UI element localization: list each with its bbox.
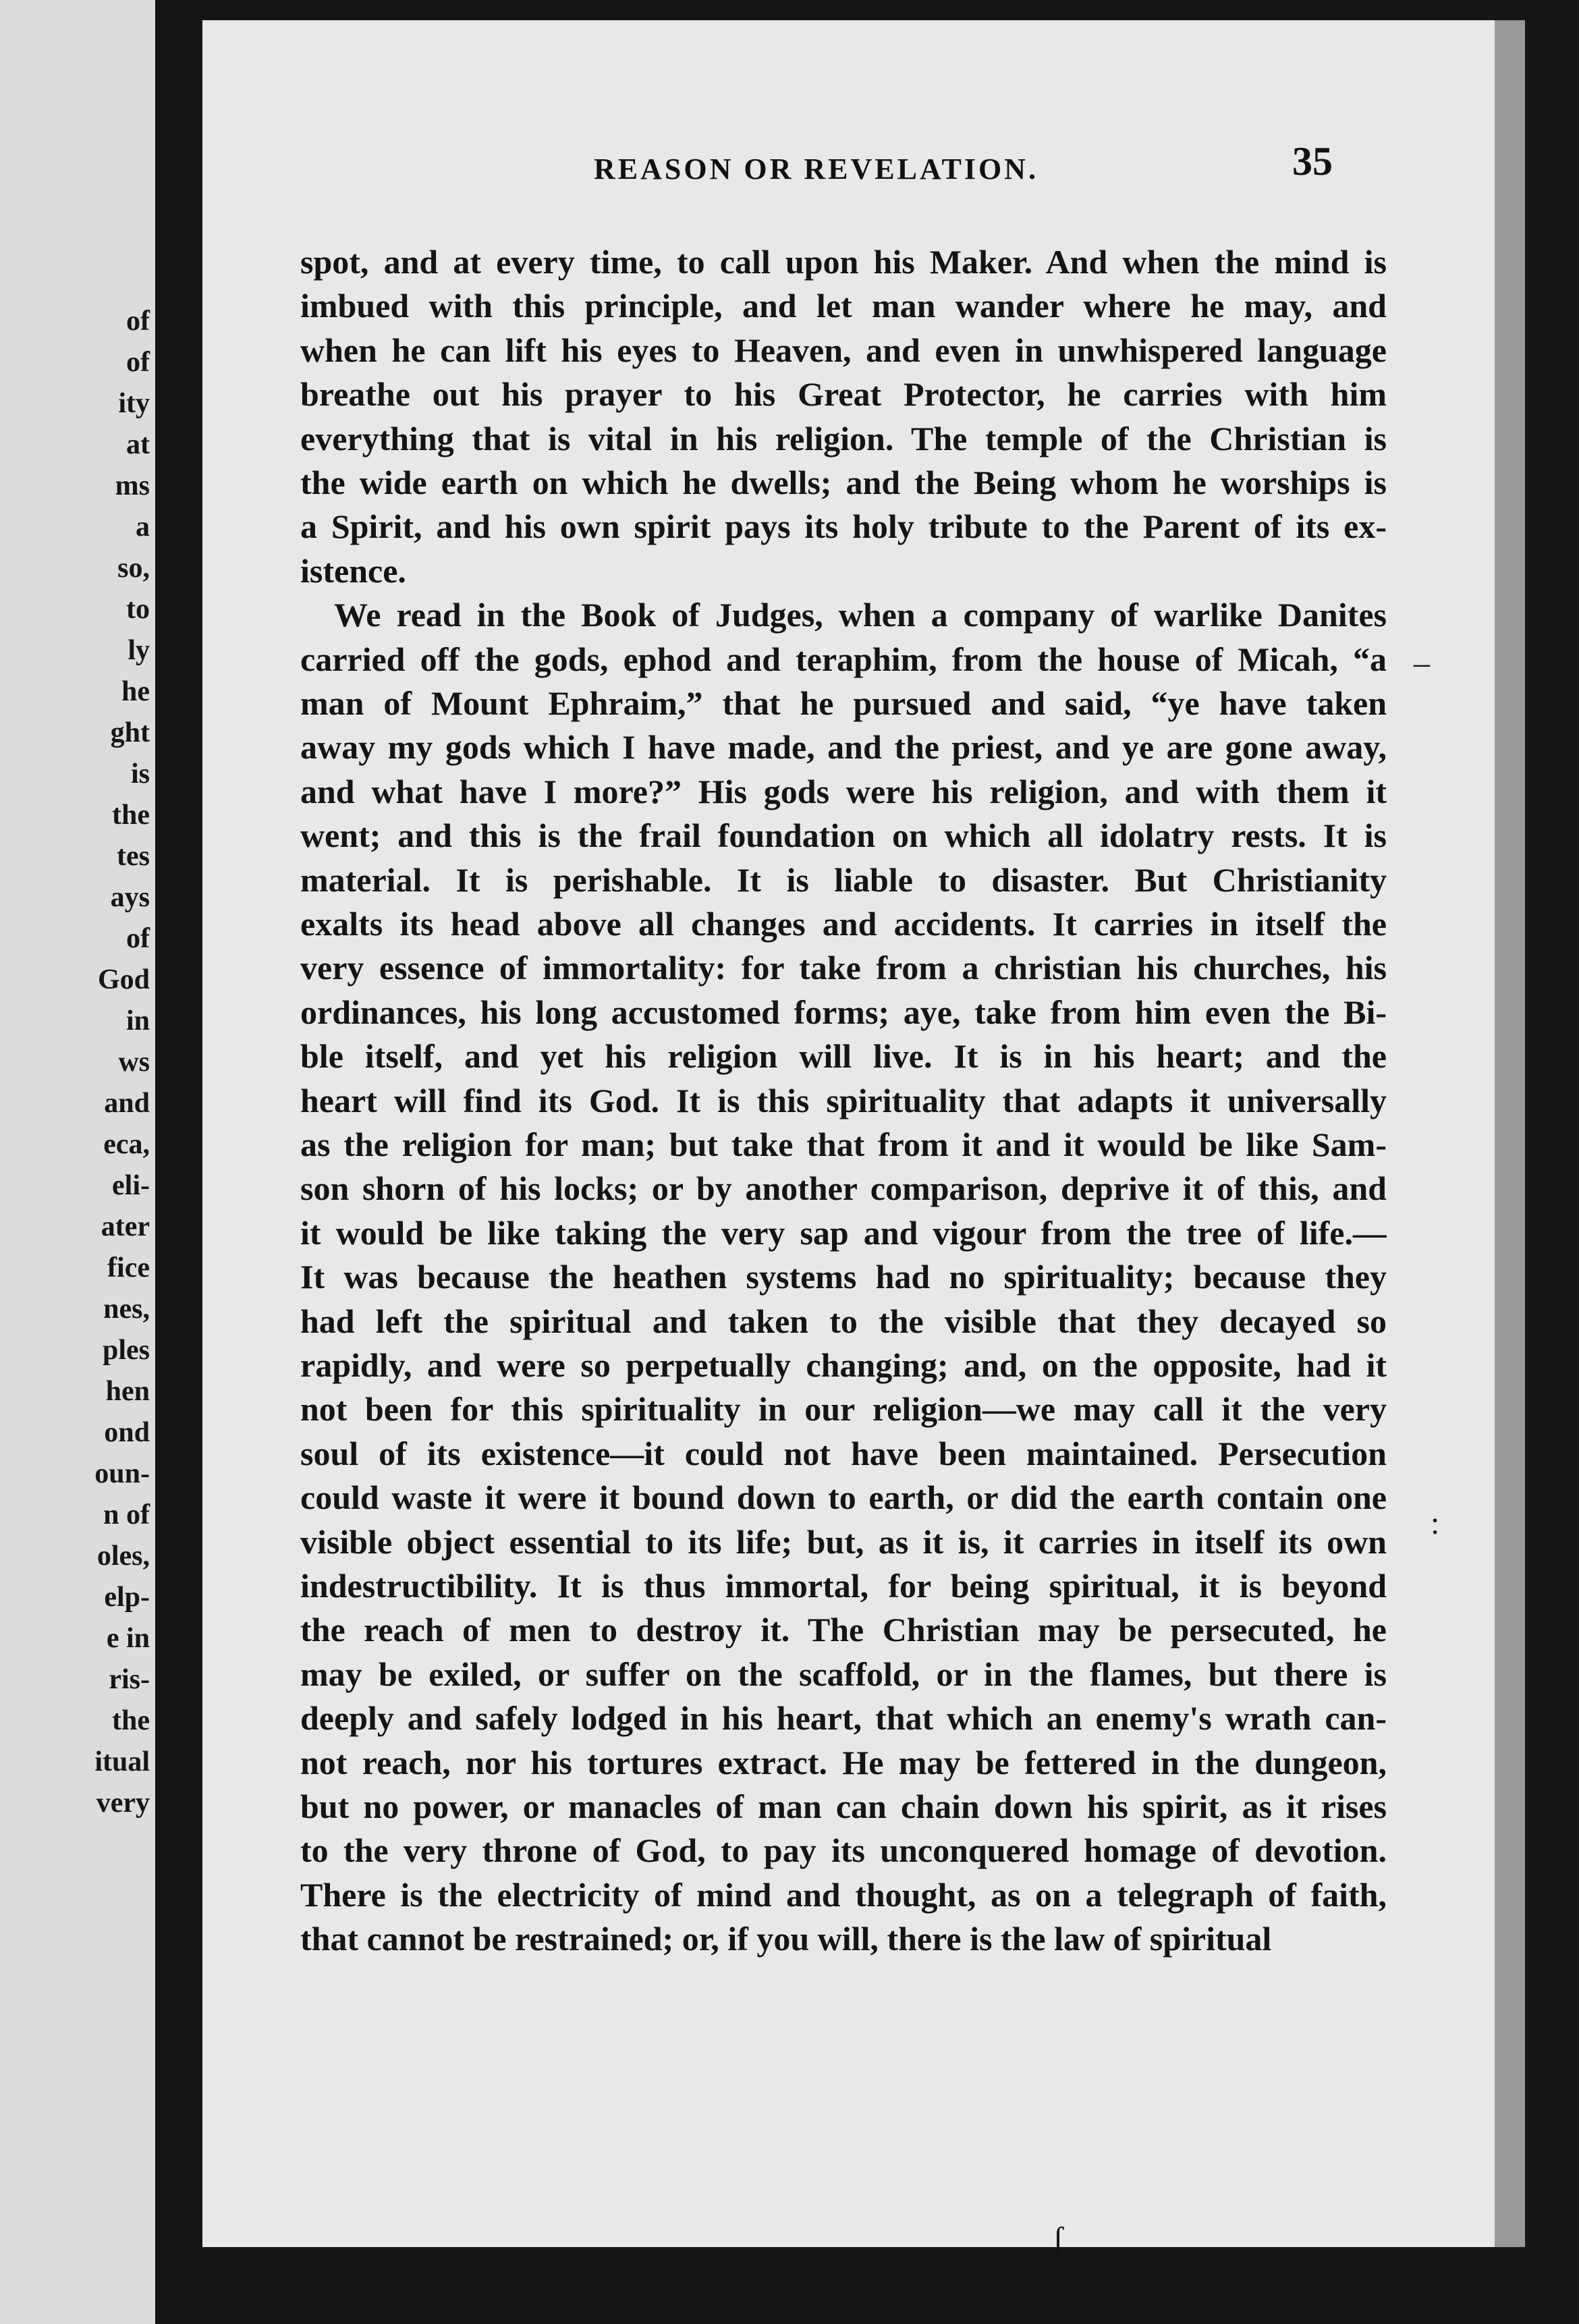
left-page-fragment: at bbox=[126, 429, 150, 460]
text-line: could waste it were it bound down to earth, or did the earth contain one bbox=[300, 1478, 1387, 1517]
left-page-fragment: tes bbox=[117, 841, 150, 872]
text-line: deeply and safely lodged in his heart, that which an enemy's wrath can- bbox=[300, 1699, 1387, 1738]
left-page-fragment: ater bbox=[101, 1211, 150, 1242]
left-page-fragment: eli- bbox=[112, 1170, 150, 1201]
left-page-fragment: ris- bbox=[109, 1664, 150, 1695]
left-page-fragment: is bbox=[130, 758, 150, 790]
left-page-fragment: oun- bbox=[94, 1458, 150, 1489]
left-page-fragment: itual bbox=[94, 1746, 150, 1777]
left-page-fragment: very bbox=[96, 1788, 150, 1819]
text-line: not been for this spirituality in our religion—we may call it the very bbox=[300, 1390, 1387, 1429]
left-page-fragment: oles, bbox=[96, 1541, 150, 1572]
text-line: as the religion for man; but take that from it and it would be like Sam- bbox=[300, 1126, 1387, 1163]
left-page-fragment: of bbox=[126, 923, 150, 954]
left-page-fragment: ms bbox=[115, 470, 150, 501]
text-line: the wide earth on which he dwells; and the Being whom he worships is bbox=[300, 464, 1387, 501]
left-page-fragment: and bbox=[104, 1088, 150, 1119]
left-page-fragment: elp- bbox=[104, 1582, 150, 1613]
text-line: ble itself, and yet his religion will live. It is in his heart; and the bbox=[300, 1037, 1387, 1076]
text-line: away my gods which I have made, and the priest, and ye are gone away, bbox=[300, 728, 1387, 767]
left-page-fragment: e in bbox=[106, 1623, 150, 1654]
left-page-fragment: ity bbox=[118, 388, 150, 419]
text-line: imbued with this principle, and let man wander where he may, and bbox=[300, 287, 1387, 325]
left-page-fragment: fice bbox=[107, 1252, 150, 1283]
text-line: istence. bbox=[300, 551, 406, 590]
text-line: very essence of immortality: for take from a christian his churches, his bbox=[300, 949, 1387, 987]
bottom-smudge-mark: ʃ bbox=[1053, 2221, 1063, 2257]
text-line: soul of its existence—it could not have been maintained. Persecution bbox=[300, 1434, 1387, 1472]
text-line: exalts its head above all changes and accidents. It carries in itself the bbox=[300, 905, 1387, 943]
page-edge-shadow bbox=[1495, 20, 1525, 2247]
left-page-fragment: of bbox=[126, 306, 150, 337]
left-page-fragment: he bbox=[121, 676, 150, 707]
text-line: not reach, nor his tortures extract. He may be fettered in the dungeon, bbox=[300, 1743, 1387, 1781]
left-page-edge bbox=[0, 0, 155, 2324]
text-line: It was because the heathen systems had no spirituality; because they bbox=[300, 1258, 1387, 1296]
left-page-fragment: a bbox=[136, 511, 150, 543]
margin-dot-mark: : bbox=[1431, 1505, 1440, 1541]
left-page-fragment: of bbox=[126, 347, 150, 378]
text-line: that cannot be restrained; or, if you will, there is the law of spiritual bbox=[300, 1920, 1272, 1958]
text-line: rapidly, and were so perpetually changing; and, on the opposite, had it bbox=[300, 1346, 1387, 1384]
text-line: may be exiled, or suffer on the scaffold, or in the flames, but there is bbox=[300, 1655, 1387, 1693]
text-line: went; and this is the frail foundation on which all idolatry rests. It is bbox=[300, 817, 1387, 855]
text-line: everything that is vital in his religion. The temple of the Christian is bbox=[300, 419, 1387, 458]
text-line: to the very throne of God, to pay its unconquered homage of devotion. bbox=[300, 1831, 1387, 1870]
left-page-fragment: ly bbox=[128, 635, 150, 666]
text-line: son shorn of his locks; or by another comparison, deprive it of this, and bbox=[300, 1169, 1387, 1208]
left-page-fragment: nes, bbox=[103, 1294, 150, 1325]
left-page-fragment: the bbox=[112, 1705, 150, 1736]
text-line: heart will find its God. It is this spirituality that adapts it universally bbox=[300, 1081, 1387, 1119]
left-page-fragment: the bbox=[112, 800, 150, 831]
text-line: it would be like taking the very sap and vigour from the tree of life.— bbox=[300, 1213, 1387, 1252]
margin-dash-mark: – bbox=[1414, 645, 1430, 681]
text-line: indestructibility. It is thus immortal, for being spiritual, it is beyond bbox=[300, 1567, 1387, 1605]
left-page-fragment: n of bbox=[103, 1499, 150, 1530]
left-page-fragment: ght bbox=[110, 717, 150, 748]
left-page-fragment: ws bbox=[118, 1047, 150, 1078]
text-line: and what have I more?” His gods were his religion, and with them it bbox=[300, 772, 1387, 810]
left-page-fragment: so, bbox=[117, 553, 150, 584]
left-page-fragment: to bbox=[126, 594, 150, 625]
left-page-fragment: ples bbox=[102, 1335, 150, 1366]
text-line: material. It is perishable. It is liable to disaster. But Christianity bbox=[300, 860, 1387, 899]
text-line: man of Mount Ephraim,” that he pursued and said, “ye have taken bbox=[300, 684, 1387, 722]
left-page-fragment: ays bbox=[110, 882, 150, 913]
left-page-fragment: ond bbox=[104, 1417, 150, 1448]
text-line: We read in the Book of Judges, when a company of warlike Danites bbox=[334, 596, 1387, 634]
text-line: There is the electricity of mind and thought, as on a telegraph of faith, bbox=[300, 1875, 1387, 1914]
text-line: spot, and at every time, to call upon his Maker. And when the mind is bbox=[300, 243, 1387, 281]
text-line: but no power, or manacles of man can chain down his spirit, as it rises bbox=[300, 1788, 1387, 1825]
text-line: carried off the gods, ephod and teraphim, from the house of Micah, “a bbox=[300, 640, 1387, 678]
text-line: had left the spiritual and taken to the visible that they decayed so bbox=[300, 1302, 1387, 1340]
page-number: 35 bbox=[1292, 139, 1333, 184]
left-page-fragment: in bbox=[126, 1005, 150, 1036]
text-line: ordinances, his long accustomed forms; aye, take from him even the Bi- bbox=[300, 993, 1387, 1031]
running-header-title: REASON OR REVELATION. bbox=[594, 153, 1038, 186]
left-page-fragment: eca, bbox=[103, 1129, 150, 1160]
left-page-fragment: hen bbox=[105, 1376, 150, 1407]
text-line: breathe out his prayer to his Great Protector, he carries with him bbox=[300, 375, 1387, 414]
text-line: visible object essential to its life; but, as it is, it carries in itself its own bbox=[300, 1522, 1387, 1561]
text-line: a Spirit, and his own spirit pays its holy tribute to the Parent of its ex- bbox=[300, 507, 1387, 546]
left-page-fragment: God bbox=[97, 964, 150, 995]
text-line: the reach of men to destroy it. The Christian may be persecuted, he bbox=[300, 1611, 1387, 1649]
text-line: when he can lift his eyes to Heaven, and even in unwhispered language bbox=[300, 331, 1387, 369]
